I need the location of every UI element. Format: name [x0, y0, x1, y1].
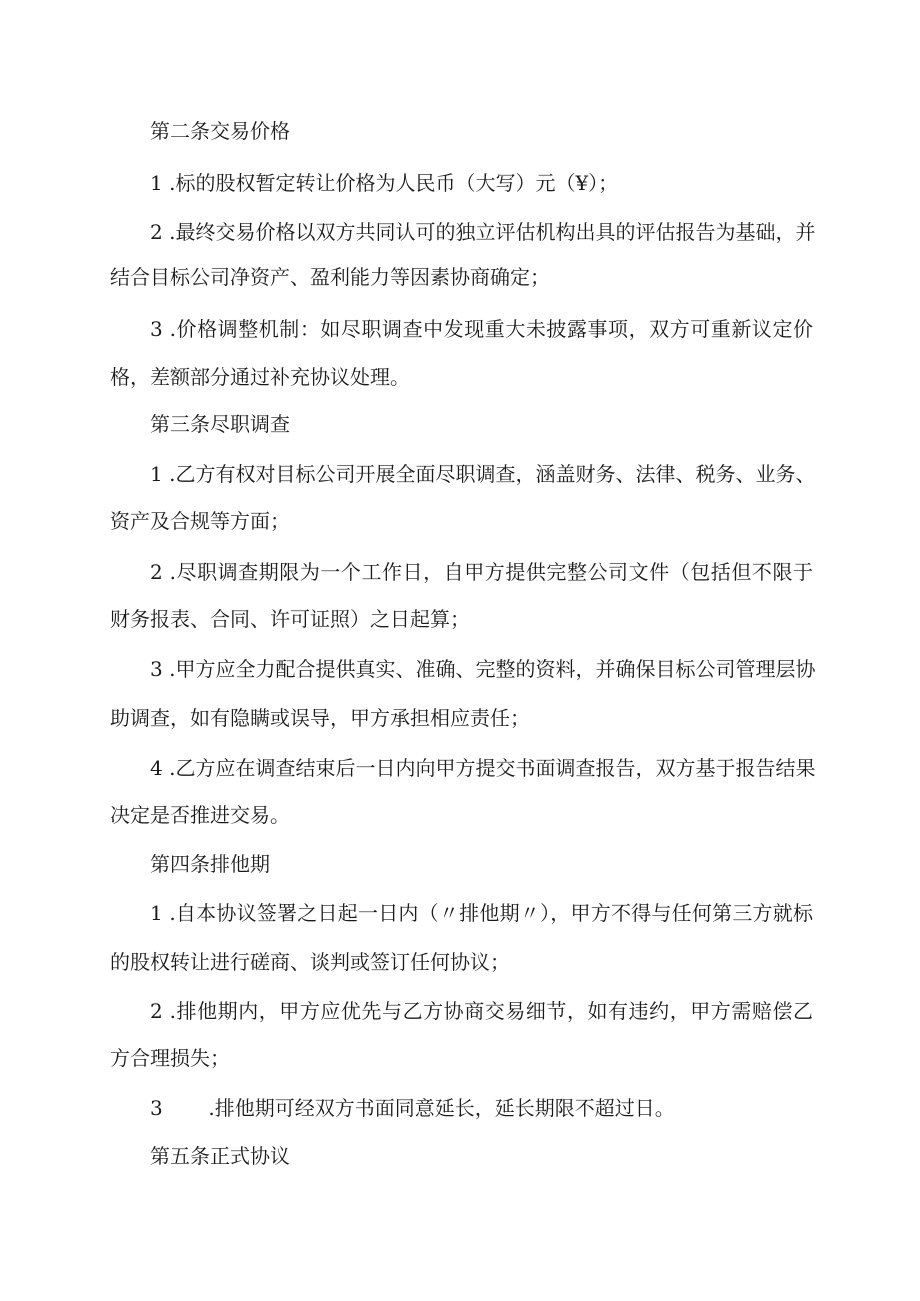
clause-number: 1 [150, 171, 163, 195]
clause-continuation: 决定是否推进交易。 [110, 803, 290, 827]
section-heading: 第四条排他期 [150, 852, 270, 876]
clause-text: .乙方应在调查结束后一日内向甲方提交书面调查报告，双方基于报告结果 [169, 756, 816, 780]
clause-number: 2 [150, 220, 163, 244]
clause-line [150, 1096, 675, 1120]
clause-line [150, 657, 816, 681]
clause-line [150, 560, 813, 584]
clause-number: 4 [150, 756, 163, 780]
clause-text: .排他期可经双方书面同意延长，延长期限不超过日。 [208, 1096, 675, 1120]
section-heading: 第三条尽职调查 [150, 412, 290, 436]
clause-continuation: 资产及合规等方面； [110, 509, 290, 533]
clause-continuation: 的股权转让进行磋商、谈判或签订任何协议； [110, 950, 510, 974]
clause-text: .最终交易价格以双方共同认可的独立评估机构出具的评估报告为基础，并 [169, 220, 816, 244]
clause-line [150, 999, 813, 1023]
clause-number: 2 [150, 560, 163, 584]
clause-continuation: 结合目标公司净资产、盈利能力等因素协商确定； [110, 265, 550, 289]
clause-number: 1 [150, 462, 163, 486]
clause-number: 3 [150, 657, 163, 681]
clause-text: .标的股权暂定转让价格为人民币（大写）元（¥）； [169, 171, 619, 195]
clause-text: .价格调整机制：如尽职调查中发现重大未披露事项，双方可重新议定价 [169, 317, 813, 341]
clause-line [150, 901, 813, 925]
clause-line [150, 317, 813, 341]
clause-text: .甲方应全力配合提供真实、准确、完整的资料，并确保目标公司管理层协 [169, 657, 816, 681]
clause-text: .乙方有权对目标公司开展全面尽职调查，涵盖财务、法律、税务、业务、 [169, 462, 816, 486]
section-heading: 第二条交易价格 [150, 119, 290, 143]
clause-continuation: 财务报表、合同、许可证照）之日起算； [110, 607, 470, 631]
clause-text: .尽职调查期限为一个工作日，自甲方提供完整公司文件（包括但不限于 [169, 560, 813, 584]
clause-continuation: 助调查，如有隐瞒或误导，甲方承担相应责任； [110, 706, 530, 730]
clause-number: 3 [150, 317, 163, 341]
clause-line [150, 171, 618, 195]
clause-text: .排他期内，甲方应优先与乙方协商交易细节，如有违约，甲方需赔偿乙 [169, 999, 813, 1023]
clause-continuation: 方合理损失； [110, 1046, 230, 1070]
clause-number: 2 [150, 999, 163, 1023]
section-heading: 第五条正式协议 [150, 1144, 290, 1168]
clause-number: 1 [150, 901, 163, 925]
clause-continuation: 格，差额部分通过补充协议处理。 [110, 365, 410, 389]
clause-text: .自本协议签署之日起一日内（〃排他期〃），甲方不得与任何第三方就标 [169, 901, 814, 925]
clause-line [150, 462, 816, 486]
clause-number: 3 [150, 1096, 163, 1120]
clause-line [150, 220, 816, 244]
clause-line [150, 756, 816, 780]
